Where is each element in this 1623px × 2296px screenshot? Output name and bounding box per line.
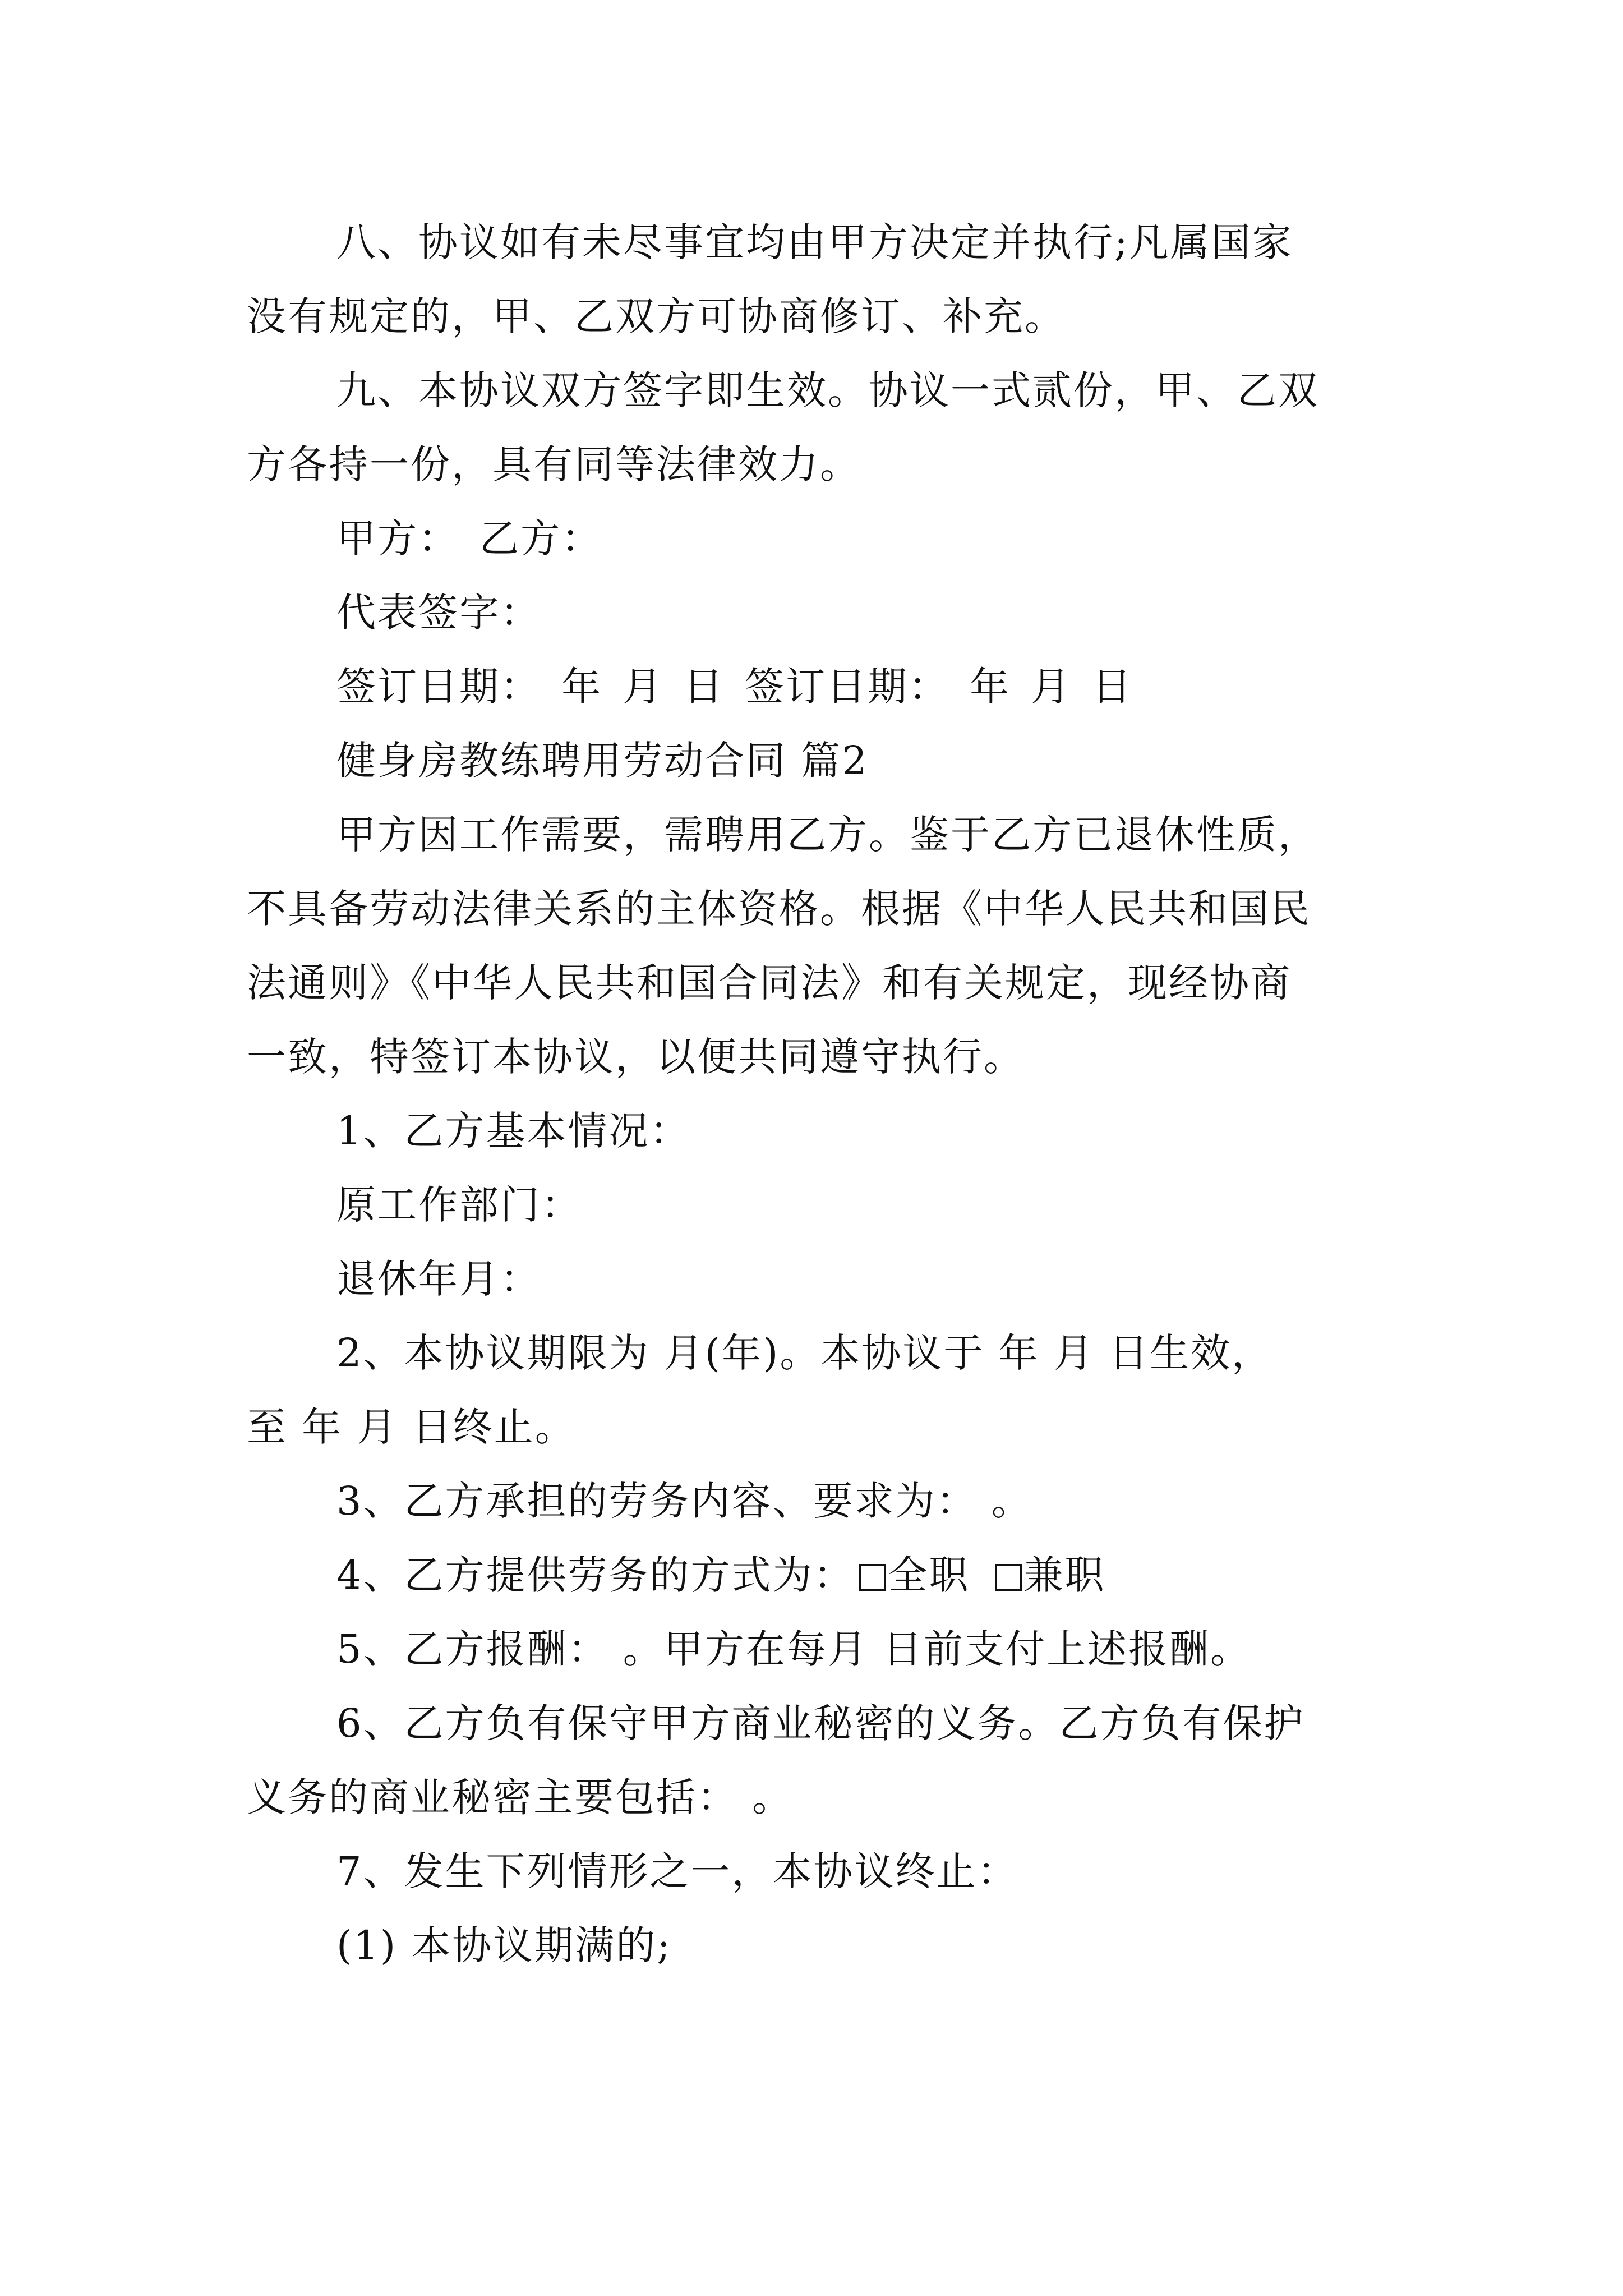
month-label-a: 月 (623, 664, 663, 710)
day-label-b: 日 (1092, 664, 1133, 710)
item-4-label: 4、乙方提供劳务的方式为： (336, 1552, 855, 1598)
full-time-checkbox (859, 1564, 886, 1591)
item-3: 3、乙方承担的劳务内容、要求为： 。 (336, 1478, 1032, 1524)
part-time-label: 兼职 (1023, 1552, 1106, 1598)
section-heading: 健身房教练聘用劳动合同 篇2 (336, 738, 869, 784)
item-6-line-1: 6、乙方负有保守甲方商业秘密的义务。乙方负有保护 (336, 1700, 1305, 1746)
party-labels (336, 513, 602, 564)
original-department-label: 原工作部门： (336, 1182, 582, 1228)
item-1-heading: 1、乙方基本情况： (336, 1108, 691, 1154)
party-b-label: 乙方： (479, 516, 602, 562)
signing-date-line (336, 661, 1133, 712)
preamble-line-1: 甲方因工作需要，需聘用乙方。鉴于乙方已退休性质， (336, 812, 1319, 858)
clause-9-line-1: 九、本协议双方签字即生效。协议一式贰份，甲、乙双 (336, 367, 1319, 413)
item-7-sub-1: (1) 本协议期满的; (336, 1922, 672, 1968)
part-time-checkbox (995, 1564, 1022, 1591)
item-2-line-1: 2、本协议期限为 月(年)。本协议于 年 月 日生效， (336, 1330, 1273, 1376)
year-label-a: 年 (561, 664, 602, 710)
representative-signature-label: 代表签字： (336, 590, 541, 636)
month-label-b: 月 (1031, 664, 1072, 710)
year-label-b: 年 (970, 664, 1011, 710)
signing-date-label-b: 签订日期： (745, 664, 949, 710)
item-7-heading: 7、发生下列情形之一，本协议终止： (336, 1848, 1018, 1894)
preamble-line-4: 一致，特签订本协议，以便共同遵守执行。 (247, 1034, 1025, 1080)
clause-8-line-2: 没有规定的，甲、乙双方可协商修订、补充。 (247, 293, 1066, 339)
clause-8-line-1: 八、协议如有未尽事宜均由甲方决定并执行;凡属国家 (336, 219, 1293, 265)
signing-date-label-a: 签订日期： (336, 664, 541, 710)
clause-9-line-2: 方各持一份，具有同等法律效力。 (247, 441, 861, 487)
preamble-line-2: 不具备劳动法律关系的主体资格。根据《中华人民共和国民 (247, 886, 1311, 932)
day-label-a: 日 (684, 664, 725, 710)
item-6-line-2: 义务的商业秘密主要包括： 。 (247, 1774, 794, 1820)
item-2-line-2: 至 年 月 日终止。 (247, 1404, 576, 1450)
item-5: 5、乙方报酬： 。甲方在每月 日前支付上述报酬。 (336, 1626, 1252, 1672)
item-4 (336, 1549, 1106, 1601)
full-time-label: 全职 (888, 1552, 970, 1598)
preamble-line-3: 法通则》《中华人民共和国合同法》和有关规定，现经协商 (247, 960, 1292, 1006)
retirement-date-label: 退休年月： (336, 1256, 541, 1302)
party-a-label: 甲方： (336, 516, 459, 562)
